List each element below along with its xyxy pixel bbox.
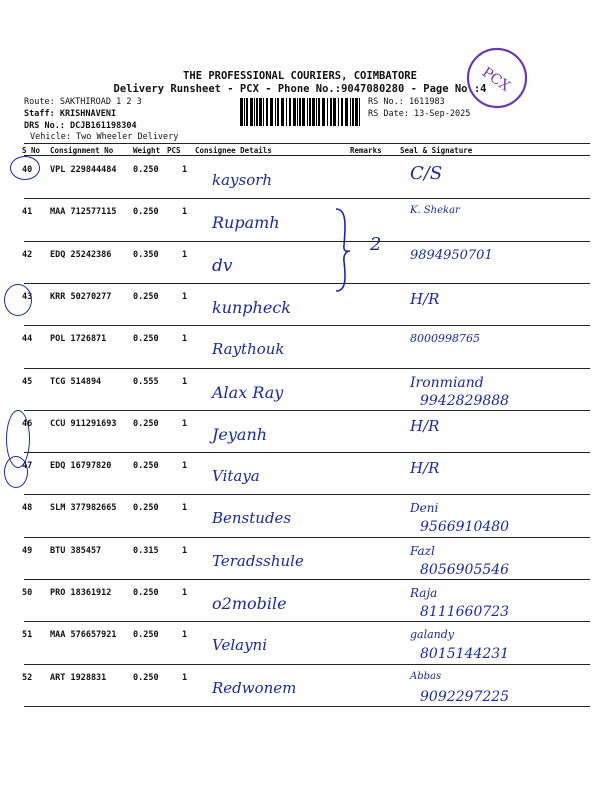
row-seal-handwriting-2: 8015144231 <box>420 646 510 663</box>
table-row <box>0 622 600 666</box>
barcode-bar <box>333 98 336 126</box>
row-sno: 42 <box>22 249 33 260</box>
row-weight: 0.250 <box>133 461 159 472</box>
barcode-bar <box>289 98 291 126</box>
row-consignee-handwriting: Jeyanh <box>212 424 268 444</box>
table-row <box>0 157 600 201</box>
row-pcs: 1 <box>182 461 188 472</box>
row-sno: 51 <box>22 630 33 641</box>
row-seal-handwriting: C/S <box>410 163 443 184</box>
row-seal-handwriting-2: 9942829888 <box>420 392 510 409</box>
barcode-bar <box>312 98 315 126</box>
table-row <box>0 665 600 709</box>
vehicle-text: Vehicle: Two Wheeler Delivery <box>30 132 179 142</box>
runsheet-subtitle: Delivery Runsheet - PCX - Phone No.:9047080280 - Page No.:4 <box>113 83 487 95</box>
row-seal-handwriting: H/R <box>410 459 440 478</box>
row-consignee-handwriting: Rupamh <box>212 213 280 233</box>
barcode-bar <box>297 98 298 126</box>
row-sno: 52 <box>22 672 33 683</box>
row-weight: 0.250 <box>133 672 159 683</box>
barcode-bar <box>266 98 268 126</box>
row-consignee-handwriting: Alax Ray <box>212 382 284 402</box>
row-sno: 49 <box>22 545 33 556</box>
table-row <box>0 453 600 497</box>
row-sno: 45 <box>22 376 33 387</box>
col-consignee: Consignee Details <box>195 146 272 155</box>
row-seal-handwriting: 8000998765 <box>410 332 480 346</box>
header-rule-bottom <box>24 155 590 156</box>
barcode-bar <box>250 98 253 126</box>
barcode <box>240 98 364 126</box>
barcode-bar <box>345 98 348 126</box>
row-sno: 43 <box>22 291 33 302</box>
row-consignee-handwriting: dv <box>212 255 233 276</box>
row-weight: 0.250 <box>133 503 159 514</box>
row-pcs: 1 <box>182 291 188 302</box>
sno-circle-mark <box>4 456 28 488</box>
barcode-bar <box>254 98 255 126</box>
brace-mark <box>332 205 356 295</box>
col-weight: Weight <box>133 146 161 155</box>
row-consignee-handwriting: kaysorh <box>212 171 273 189</box>
row-sno: 50 <box>22 588 33 598</box>
barcode-bar <box>330 98 332 126</box>
barcode-bar <box>259 98 262 126</box>
row-sno: 46 <box>22 418 33 429</box>
barcode-bar <box>244 98 245 126</box>
row-seal-handwriting-2: 8111660723 <box>420 604 510 620</box>
route-text: Route: SAKTHIROAD 1 2 3 <box>24 97 142 107</box>
row-sno: 47 <box>22 461 33 472</box>
barcode-bar <box>277 98 279 126</box>
row-weight: 0.555 <box>133 376 159 387</box>
row-pcs: 1 <box>182 418 188 429</box>
row-consignment-no: POL 1726871 <box>50 334 107 345</box>
barcode-bar <box>299 98 301 126</box>
row-weight: 0.250 <box>133 588 159 598</box>
barcode-bar <box>275 98 276 126</box>
row-weight: 0.250 <box>133 291 159 302</box>
table-row <box>0 580 600 624</box>
row-weight: 0.250 <box>133 630 159 641</box>
table-row <box>0 284 600 328</box>
row-consignment-no: MAA 712577115 <box>50 207 117 218</box>
barcode-bar <box>338 98 339 126</box>
row-consignment-no: TCG 514894 <box>50 376 102 387</box>
row-consignment-no: EDQ 16797820 <box>50 461 112 472</box>
sno-circle-mark <box>10 156 40 180</box>
table-row <box>0 369 600 413</box>
barcode-bar <box>322 98 325 126</box>
row-seal-handwriting-2: 9566910480 <box>420 519 510 536</box>
col-seal: Seal & Signature <box>400 146 473 155</box>
company-title: THE PROFESSIONAL COURIERS, COIMBATORE <box>183 70 417 82</box>
drs-number: DRS No.: DCJB161198304 <box>24 121 137 131</box>
table-row <box>0 242 600 286</box>
row-consignment-no: KRR 50270277 <box>50 291 112 302</box>
barcode-bar <box>350 98 351 126</box>
col-remarks: Remarks <box>350 146 382 155</box>
pcx-stamp <box>465 46 529 110</box>
row-sno: 41 <box>22 207 33 218</box>
row-seal-handwriting: Fazl <box>410 543 435 558</box>
row-pcs: 1 <box>182 672 188 683</box>
rs-number: RS No.: 1611983 <box>368 97 445 107</box>
row-sno: 48 <box>22 503 33 514</box>
row-consignee-handwriting: Redwonem <box>212 678 297 697</box>
row-consignee-handwriting: Benstudes <box>212 509 292 528</box>
staff-text: Staff: KRISHNAVENI <box>24 109 117 119</box>
row-seal-handwriting: 9894950701 <box>410 247 493 263</box>
row-consignee-handwriting: o2mobile <box>212 594 287 613</box>
barcode-bar <box>327 98 328 126</box>
barcode-bar <box>263 98 264 126</box>
row-weight: 0.250 <box>133 165 159 175</box>
brace-note: 2 <box>370 234 382 255</box>
row-consignee-handwriting: Teradsshule <box>212 551 304 570</box>
barcode-bar <box>286 98 287 126</box>
barcode-bar <box>316 98 317 126</box>
col-sno: S No <box>22 146 41 155</box>
rs-date: RS Date: 13-Sep-2025 <box>368 109 471 119</box>
row-weight: 0.250 <box>133 207 159 218</box>
row-pcs: 1 <box>182 165 188 175</box>
row-pcs: 1 <box>182 334 188 345</box>
row-consignee-handwriting: Vitaya <box>212 467 260 486</box>
row-sno: 40 <box>22 165 33 175</box>
row-consignment-no: PRO 18361912 <box>50 588 112 598</box>
row-seal-handwriting: H/R <box>410 416 440 435</box>
barcode-bar <box>270 98 273 126</box>
row-consignment-no: VPL 229844484 <box>50 165 117 175</box>
table-row <box>0 411 600 455</box>
table-row <box>0 199 600 243</box>
barcode-bar <box>281 98 284 126</box>
barcode-bar <box>246 98 248 126</box>
row-seal-handwriting: Deni <box>410 501 439 516</box>
row-seal-handwriting: K. Shekar <box>410 205 460 217</box>
row-weight: 0.250 <box>133 334 159 345</box>
row-consignment-no: SLM 377982665 <box>50 503 117 514</box>
table-row <box>0 495 600 539</box>
row-consignment-no: ART 1928831 <box>50 672 107 683</box>
barcode-bar <box>318 98 320 126</box>
barcode-bar <box>240 98 243 126</box>
row-consignment-no: EDQ 25242386 <box>50 249 112 260</box>
row-pcs: 1 <box>182 630 188 641</box>
table-row <box>0 538 600 582</box>
row-seal-handwriting: Raja <box>410 586 438 600</box>
row-pcs: 1 <box>182 503 188 514</box>
row-weight: 0.250 <box>133 418 159 429</box>
row-seal-handwriting: Abbas <box>410 670 442 682</box>
row-consignee-handwriting: Raythouk <box>212 340 285 359</box>
row-seal-handwriting-2: 9092297225 <box>420 688 510 705</box>
row-consignment-no: CCU 911291693 <box>50 418 117 429</box>
row-consignment-no: BTU 385457 <box>50 545 102 556</box>
sno-circle-mark <box>4 284 32 316</box>
row-pcs: 1 <box>182 376 188 387</box>
barcode-bar <box>352 98 354 126</box>
barcode-bar <box>293 98 296 126</box>
row-divider <box>24 706 590 707</box>
barcode-bar <box>309 98 311 126</box>
row-seal-handwriting: galandy <box>410 628 455 642</box>
row-seal-handwriting-2: 8056905546 <box>420 561 510 578</box>
barcode-bar <box>355 98 358 126</box>
header-rule-top <box>24 143 590 144</box>
row-pcs: 1 <box>182 249 188 260</box>
barcode-bar <box>341 98 343 126</box>
barcode-bar <box>256 98 258 126</box>
row-weight: 0.350 <box>133 249 159 260</box>
col-consignment: Consignment No <box>50 146 114 155</box>
row-weight: 0.315 <box>133 545 159 556</box>
stamp-text: PCX <box>478 64 513 95</box>
barcode-bar <box>307 98 308 126</box>
row-seal-handwriting: H/R <box>410 289 440 308</box>
col-pcs: PCS <box>167 146 181 155</box>
barcode-bar <box>302 98 305 126</box>
row-consignee-handwriting: kunpheck <box>212 297 291 317</box>
row-consignment-no: MAA 576657921 <box>50 630 117 641</box>
table-row <box>0 326 600 370</box>
row-seal-handwriting: Ironmiand <box>410 374 484 391</box>
row-sno: 44 <box>22 334 33 345</box>
row-consignee-handwriting: Velayni <box>212 636 268 655</box>
barcode-bar <box>359 98 360 126</box>
row-pcs: 1 <box>182 545 188 556</box>
row-pcs: 1 <box>182 588 188 598</box>
row-pcs: 1 <box>182 207 188 218</box>
